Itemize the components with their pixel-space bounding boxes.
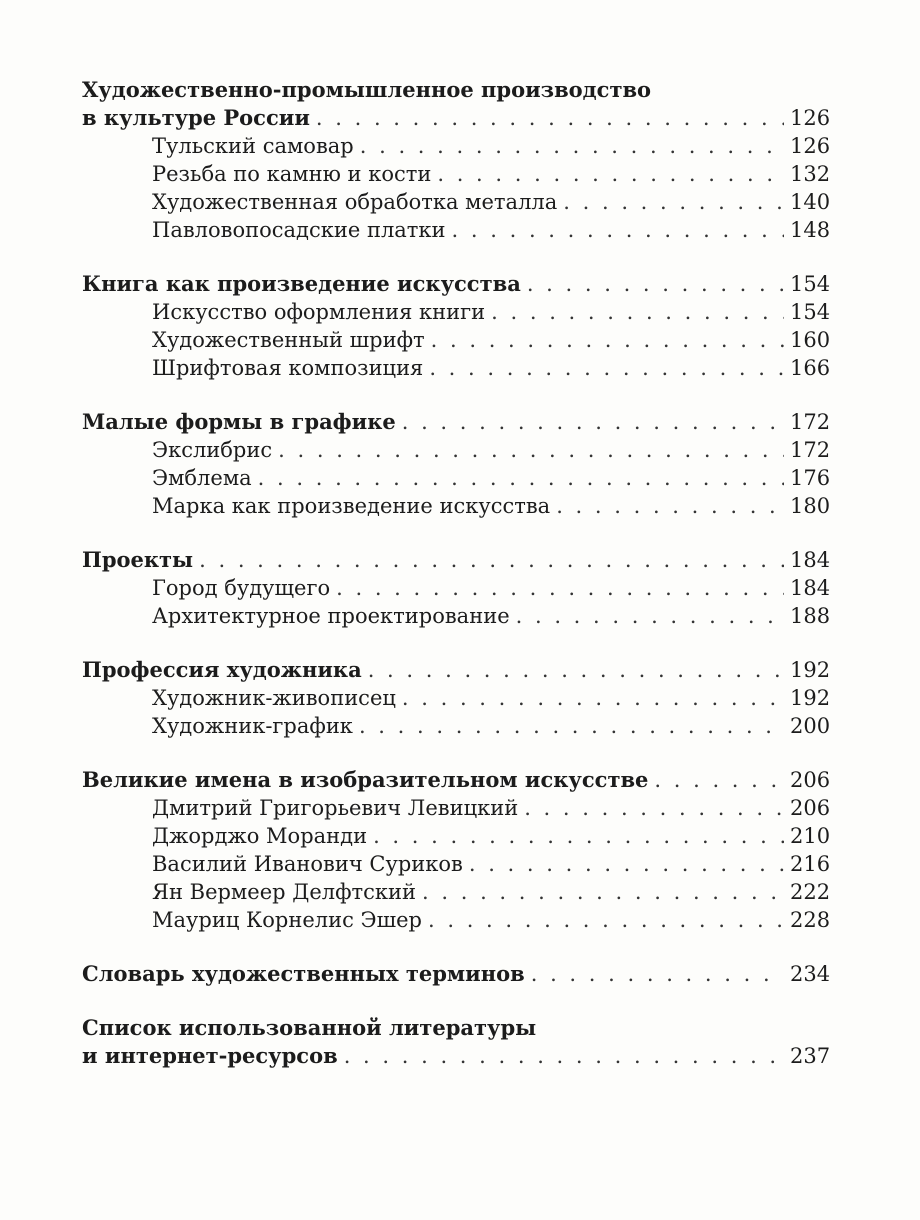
page-number: 192 — [790, 686, 831, 710]
dot-leader — [452, 216, 784, 244]
dot-leader — [437, 160, 784, 188]
toc-entry-title: Павловопосадские платки — [152, 218, 446, 242]
toc-heading-line — [82, 76, 830, 104]
toc-entry[interactable] — [82, 298, 830, 326]
dot-leader — [402, 408, 784, 436]
toc-entry[interactable] — [82, 574, 830, 602]
toc-entry-title: Резьба по камню и кости — [152, 162, 432, 186]
page-number: 172 — [790, 410, 831, 434]
toc-section — [82, 546, 830, 630]
page-number: 140 — [790, 190, 831, 214]
toc-section — [82, 270, 830, 382]
dot-leader — [654, 766, 784, 794]
toc-entry[interactable] — [82, 216, 830, 244]
toc-heading-title: и интернет-ресурсов — [82, 1043, 338, 1068]
toc-section — [82, 408, 830, 520]
toc-heading[interactable] — [82, 270, 830, 298]
toc-entry[interactable] — [82, 906, 830, 934]
toc-heading-title: Проекты — [82, 547, 194, 572]
toc-entry-title: Василий Иванович Суриков — [152, 852, 463, 876]
dot-leader — [422, 878, 784, 906]
toc-heading[interactable] — [82, 408, 830, 436]
toc-entry-title: Архитектурное проектирование — [152, 604, 510, 628]
toc-entry-title: Искусство оформления книги — [152, 300, 486, 324]
toc-entry-title: Художник-график — [152, 714, 353, 738]
dot-leader — [431, 326, 784, 354]
dot-leader — [428, 906, 784, 934]
dot-leader — [258, 464, 784, 492]
toc-heading-title: Художественно-промышленное производство — [82, 77, 652, 102]
toc-entry-title: Марка как произведение искусства — [152, 494, 551, 518]
dot-leader — [516, 602, 784, 630]
page-number: 234 — [790, 962, 831, 986]
toc-heading[interactable] — [82, 656, 830, 684]
dot-leader — [531, 960, 784, 988]
toc-entry-title: Дмитрий Григорьевич Левицкий — [152, 796, 519, 820]
page-number: 192 — [790, 658, 831, 682]
page-number: 148 — [790, 218, 831, 242]
toc-entry-title: Город будущего — [152, 576, 331, 600]
page-number: 154 — [790, 300, 831, 324]
page-number: 160 — [790, 328, 831, 352]
toc-heading-title: Профессия художника — [82, 657, 362, 682]
dot-leader — [359, 712, 784, 740]
page-number: 206 — [790, 768, 831, 792]
toc-section — [82, 656, 830, 740]
dot-leader — [429, 354, 784, 382]
page-number: 126 — [790, 106, 831, 130]
page-number: 188 — [790, 604, 831, 628]
dot-leader — [527, 270, 784, 298]
toc-entry[interactable] — [82, 850, 830, 878]
toc-entry[interactable] — [82, 436, 830, 464]
page-number: 172 — [790, 438, 831, 462]
page-number: 237 — [790, 1044, 831, 1068]
toc-heading-title: в культуре России — [82, 105, 310, 130]
page-number: 216 — [790, 852, 831, 876]
toc-heading-title: Малые формы в графике — [82, 409, 396, 434]
toc-heading-title: Список использованной литературы — [82, 1015, 537, 1040]
toc-section — [82, 76, 830, 244]
toc-entry-title: Художественная обработка металла — [152, 190, 558, 214]
toc-entry[interactable] — [82, 188, 830, 216]
toc-entry-title: Тульский самовар — [152, 134, 354, 158]
toc-entry-title: Джорджо Моранди — [152, 824, 368, 848]
toc-heading[interactable] — [82, 1042, 830, 1070]
toc-entry-title: Мауриц Корнелис Эшер — [152, 908, 422, 932]
page-number: 222 — [790, 880, 831, 904]
toc-entry[interactable] — [82, 132, 830, 160]
dot-leader — [373, 822, 784, 850]
page-number: 206 — [790, 796, 831, 820]
toc-heading[interactable] — [82, 960, 830, 988]
toc-heading[interactable] — [82, 546, 830, 574]
toc-entry[interactable] — [82, 712, 830, 740]
page-number: 166 — [790, 356, 831, 380]
page-number: 200 — [790, 714, 831, 738]
toc-heading-title: Словарь художественных терминов — [82, 961, 525, 986]
page-number: 228 — [790, 908, 831, 932]
dot-leader — [469, 850, 784, 878]
toc-heading-title: Великие имена в изобразительном искусстве — [82, 767, 649, 792]
toc-entry[interactable] — [82, 464, 830, 492]
toc-entry[interactable] — [82, 684, 830, 712]
toc-section — [82, 766, 830, 934]
toc-entry[interactable] — [82, 160, 830, 188]
dot-leader — [336, 574, 784, 602]
toc-entry-title: Ян Вермеер Делфтский — [152, 880, 417, 904]
page-number: 154 — [790, 272, 831, 296]
toc-entry[interactable] — [82, 794, 830, 822]
dot-leader — [491, 298, 784, 326]
toc-entry-title: Шрифтовая композиция — [152, 356, 424, 380]
dot-leader — [563, 188, 784, 216]
dot-leader — [402, 684, 784, 712]
page-number: 180 — [790, 494, 831, 518]
toc-entry-title: Художественный шрифт — [152, 328, 425, 352]
dot-leader — [344, 1042, 784, 1070]
dot-leader — [368, 656, 784, 684]
toc-heading-title: Книга как произведение искусства — [82, 271, 521, 296]
toc-entry-title: Художник-живописец — [152, 686, 396, 710]
page-number: 184 — [790, 548, 831, 572]
toc-entry[interactable] — [82, 602, 830, 630]
toc-entry[interactable] — [82, 878, 830, 906]
toc-section — [82, 960, 830, 988]
toc-entry[interactable] — [82, 326, 830, 354]
page-number: 132 — [790, 162, 831, 186]
dot-leader — [360, 132, 784, 160]
table-of-contents — [82, 76, 830, 1096]
toc-section — [82, 1014, 830, 1070]
dot-leader — [556, 492, 784, 520]
page-number: 176 — [790, 466, 831, 490]
toc-heading-line — [82, 1014, 830, 1042]
toc-entry-title: Эмблема — [152, 466, 252, 490]
dot-leader — [278, 436, 784, 464]
toc-entry-title: Экслибрис — [152, 438, 273, 462]
page-number: 126 — [790, 134, 831, 158]
toc-heading[interactable] — [82, 766, 830, 794]
toc-entry[interactable] — [82, 354, 830, 382]
page-number: 184 — [790, 576, 831, 600]
toc-entry[interactable] — [82, 492, 830, 520]
toc-heading[interactable] — [82, 104, 830, 132]
dot-leader — [199, 546, 784, 574]
toc-entry[interactable] — [82, 822, 830, 850]
page-number: 210 — [790, 824, 831, 848]
dot-leader — [316, 104, 784, 132]
dot-leader — [524, 794, 784, 822]
